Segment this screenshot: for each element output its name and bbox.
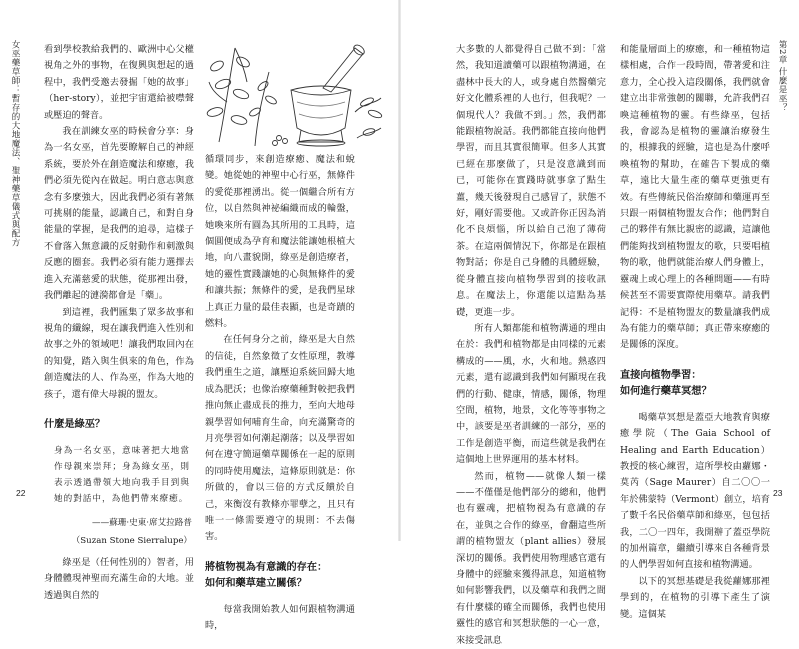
right-column-2 bbox=[620, 42, 770, 620]
section-heading-line: 直接向植物學習： bbox=[620, 369, 702, 381]
paragraph: 然而，植物——就像人類一樣——不僅僅是他們部分的總和，他們也有靈魂，把植物視為有意識的存在，並與之合作的綠巫，會翻這些所謂的植物盟友（plant allies）發展深切的關係。我們使用物理感官還有身體中的經驗來獲得訊息，知道植物如何影響我們，以及藥草和我們之間有什麼樣的確全而關係，我們也使用靈性的感官和冥想狀態的一心一意，來接受訊息 bbox=[456, 470, 606, 646]
paragraph: 以下的冥想基礎是我從蘿娜那裡學到的，在植物的引導下產生了演變。這個某 bbox=[620, 575, 770, 620]
section-heading bbox=[620, 368, 770, 400]
paragraph: 看到學校教給我們的、歐洲中心父權視角之外的事物，在復興與想起的過程中，我們受邀去發掘「她的故事」（her-story），並把宇宙還給被噤聲或壓迫的聲音。 bbox=[44, 44, 194, 121]
paragraph: 我在訓練女巫的時候會分享：身為一名女巫，首先要瞭解自己的神經系統，要於外在創造魔法和療癒，我們必須先從內在做起。明白意志與意念有多麼強大，因此我們必須有著無可挑剔的能量，認識自己，和對自身能量的掌握，是我們的追尋，這樣子不會落入無意識的反射動作和刺激與反應的圈套。我們必須有能力選擇去進入充滿慈愛的狀態，從那裡出發，我們離起的漣漪都會是「藥」。 bbox=[44, 126, 194, 302]
paragraph: 循環同步，來創造療癒、魔法和蛻變。她從她的神聖中心行巫，無條件的愛從那裡湧出。從一個繼合所有方位，以自然與神祕編織而成的輪盤，她喚來所有圓為其所用的工具時，這個圓便成為孕育和魔法能讓她根植大地，向八畫貌開，綠巫是創造療者，她的靈性實踐讓她的心與無條件的愛和讓共振；無條件的愛，是我們星球上真正力量的最佳表顯，也是奇蹟的燃料。 bbox=[205, 154, 355, 330]
epigraph-quote: 身為一名女巫，意味著把大地當作母親來崇拜；身為綠女巫，則表示透過帶領大地向我手目到與她的對話中，為他們帶來療癒。 bbox=[54, 445, 190, 504]
right-running-title: 第2章 什麼是巫？ bbox=[777, 40, 787, 113]
left-column-2 bbox=[205, 152, 355, 632]
herb-mortar-illustration bbox=[205, 42, 383, 150]
paragraph: 在任何身分之前，綠巫是大自然的信徒，自然象徵了女性原理，教導我們重生之道，讓壓迫系統回歸大地成為肥沃；也像治療藥種對較把我們推向無止盡成長的推力，至向大地母親學習如何哺育生命，向充滿驚奇的月亮學習如何潮起潮落；以及學習如何在遵守簡逼藥草關係在一起的原則的同時使用魔法，這條原則就是：你所做的，會以三倍的方式反饋於自己，來衡沒有教條亦罪孽之，且只有唯一一條需要遵守的規則：不去傷害。 bbox=[205, 334, 355, 543]
paragraph: 所有人類都能和植物溝通的理由在於：我們和植物都是由同樣的元素構成的——風，水，火和地。熱惑四元素，還有認識到我們如何顯現在我們的行動、健康，情感，關係，物理空間，植物，地景，文化等等事物之中，該要是巫者訓練的一部分，巫的工作是創造平衡，而這些就是我們在這個地上世界運用的基本材料。 bbox=[456, 322, 606, 466]
paragraph: 喝藥草冥想是蓋亞大地教育與療癒學院（The Gaia School of Healing and Earth Education）教授的核心練習，這所學校由蘿娜・莫芮（Sage Maurer）自二〇〇一年於佛蒙特（Vermont）創立，培育了數千名民俗藥草師和綠巫，包包括我，二〇一四年，我開辦了蓋亞學院的加州篇章，繼續引導來自各種背景的人們學習如何直接和植物溝通。 bbox=[620, 411, 770, 571]
left-column-1 bbox=[44, 42, 194, 601]
paragraph: 大多數的人都覺得自己做不到：「當然，我知道讀藥可以跟植物溝通，在盡林中長大的人，或身處自然醫藥完好文化體系裡的人也行，但我呢？一個現代人？我做不到。」然，我們都能跟植物說話。我們都能直接向他們學習，而且其實很簡單。但多人其實已經在那麼做了，只是沒意識到而已，可能你在實踐時就事拿了點生薑，幾天後發現自己感冒了，狀態不好，剛好需要他。又或許你正因為消化不良煩惱，所以給自己泡了薄荷茶。在這兩個情況下，你都是在跟植物對話；你是自己身體的具體經驗，從身體直接向植物學習到的接收訊息。在魔法上，你還能以這點為基礎，更進一步。 bbox=[456, 44, 606, 318]
section-heading-line: 如何和藥草建立關係？ bbox=[205, 577, 307, 589]
quote-attribution: ——蘇珊·史東·席艾拉路普 bbox=[92, 517, 192, 528]
section-heading: 什麼是綠巫？ bbox=[44, 418, 106, 430]
quote-attribution-english: （Suzan Stone Sierralupe） bbox=[71, 535, 192, 546]
paragraph: 每當我開始教人如何跟植物溝通時， bbox=[205, 603, 355, 632]
right-column-1 bbox=[456, 42, 606, 646]
left-running-title: 女巫藥草師：暫存的大地魔法、聖神藥草儀式與配方 bbox=[10, 40, 20, 247]
section-heading-line: 將植物視為有意識的存在： bbox=[205, 561, 328, 573]
paragraph: 綠巫是（任何性別的）智者，用身體體現神聖而充滿生命的大地。並透過與自然的 bbox=[44, 556, 194, 601]
section-heading-line: 如何進行藥草冥想？ bbox=[620, 385, 712, 397]
paragraph: 到這裡，我們匯集了眾多故事和視角的纖線，現在讓我們進入性別和故事之外的領域吧！讓我們取回內在的知覺，踏入與生俱來的角色，作為創造魔法的人、作為巫，作為大地的孩子，還有偉大母親的盟友。 bbox=[44, 306, 194, 400]
section-heading bbox=[205, 560, 355, 592]
left-page-number: 22 bbox=[16, 488, 26, 498]
paragraph: 和能量層面上的療癒，和一種植物這樣相處，合作一段時間，帶著愛和注意力，全心投入這段關係，我們就會建立出非常強韌的關聯，允許我們召喚這種植物的靈。有些綠巫，包括我，會認為是植物的靈讓治療發生的，根據我的經驗，這也是為什麼呼喚植物的幫助，在確告下製成的藥草，遠比大量生產的藥草更強更有效。有些傳統民俗治療師和藥運再至只跟一兩個植物盟友合作；他們對自己的夥伴有無比親密的認識，這讓他們能夠找到植物盟友的歌，只要唱植物的歌，他們就能治療人們身體上，靈魂上或心理上的各種問題——有時候甚至不需要實際使用藥草。請我們記得：不是植物盟友的數量讓我們成為有能力的藥草師；真正帶來療癒的是關係的深度。 bbox=[620, 44, 770, 351]
right-page-number: 23 bbox=[773, 488, 783, 498]
book-gutter bbox=[398, 0, 401, 541]
